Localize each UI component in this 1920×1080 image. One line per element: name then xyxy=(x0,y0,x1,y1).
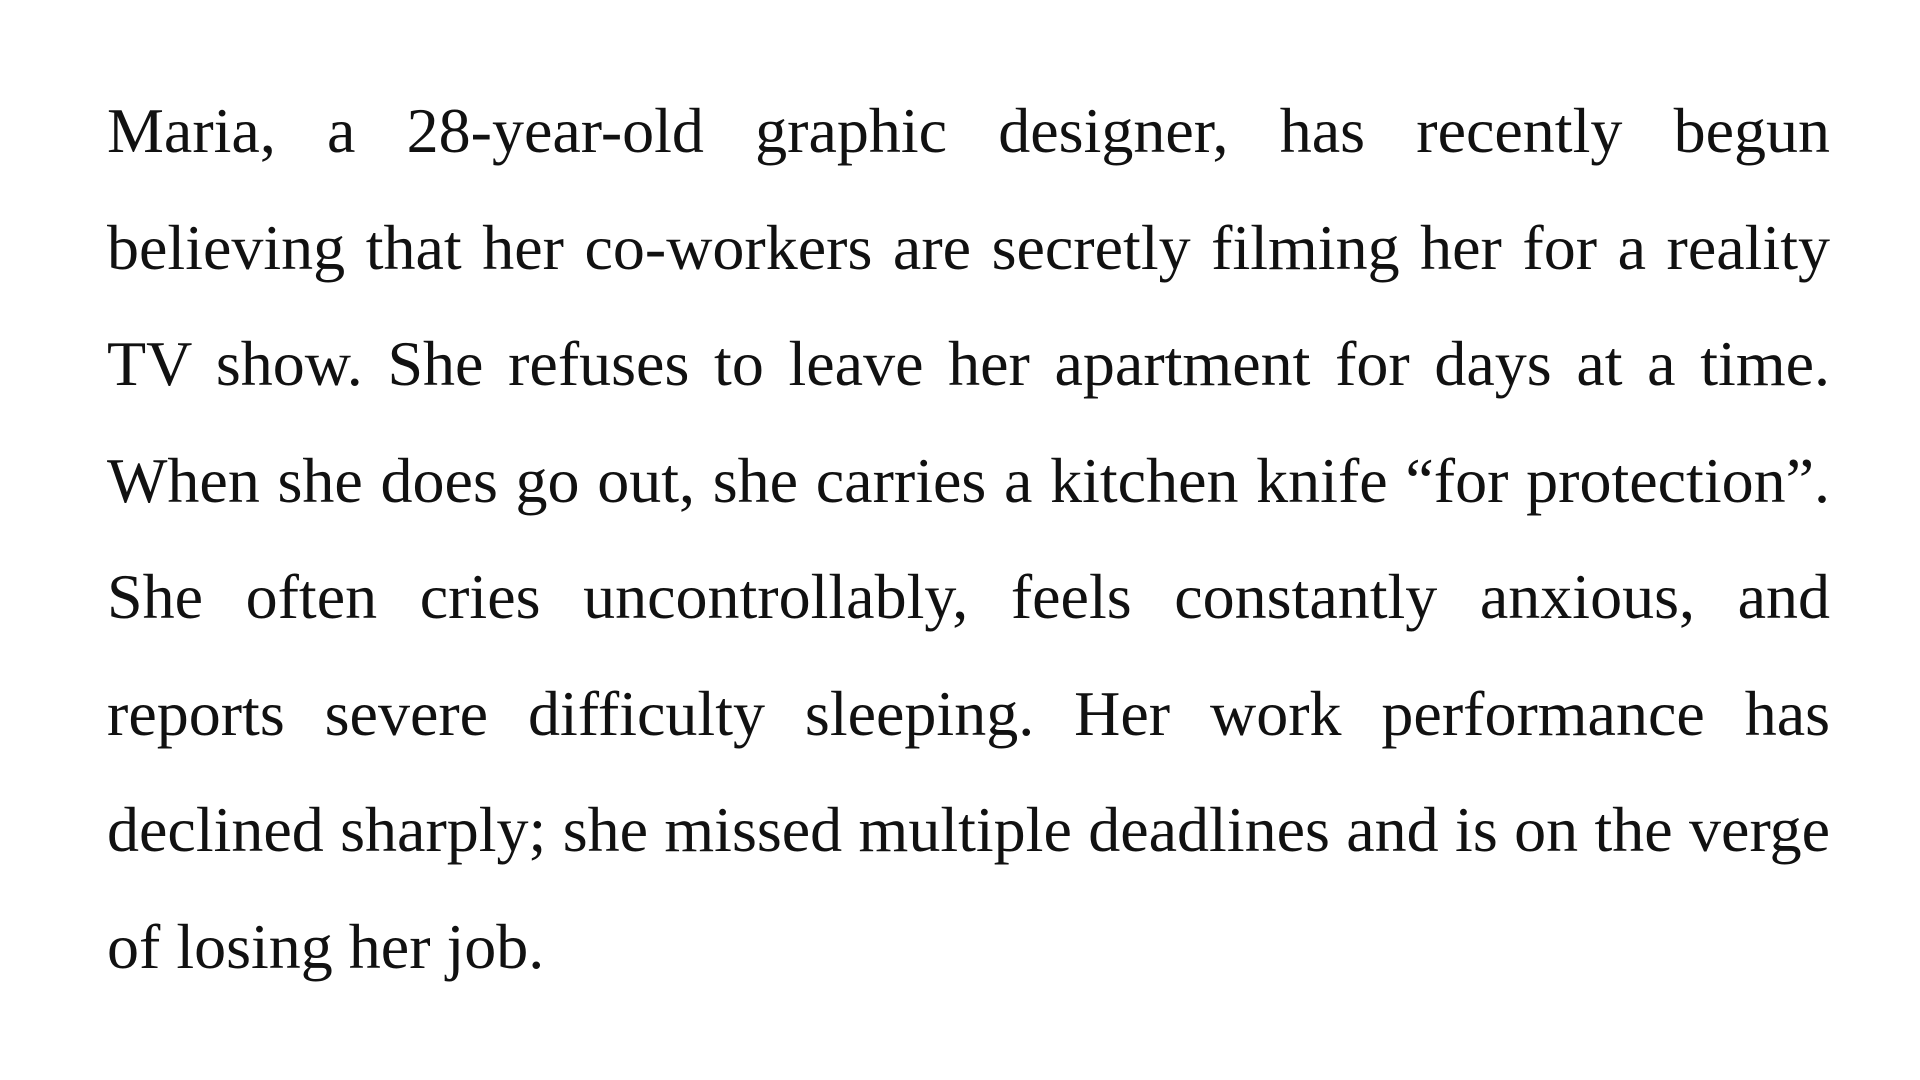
case-description-paragraph: Maria, a 28-year-old graphic designer, has recently begun believing that her co-workers are secretly filming her for a reality TV show. She refuses to leave her apartment for days at a time. When she does go out, she carries a kitchen knife “for protection”. She often cries uncontrollably, feels constantly anxious, and reports severe difficulty sleeping. Her work performance has declined sharply; she missed multiple deadlines and is on the verge of losing her job. xyxy=(107,95,1830,982)
